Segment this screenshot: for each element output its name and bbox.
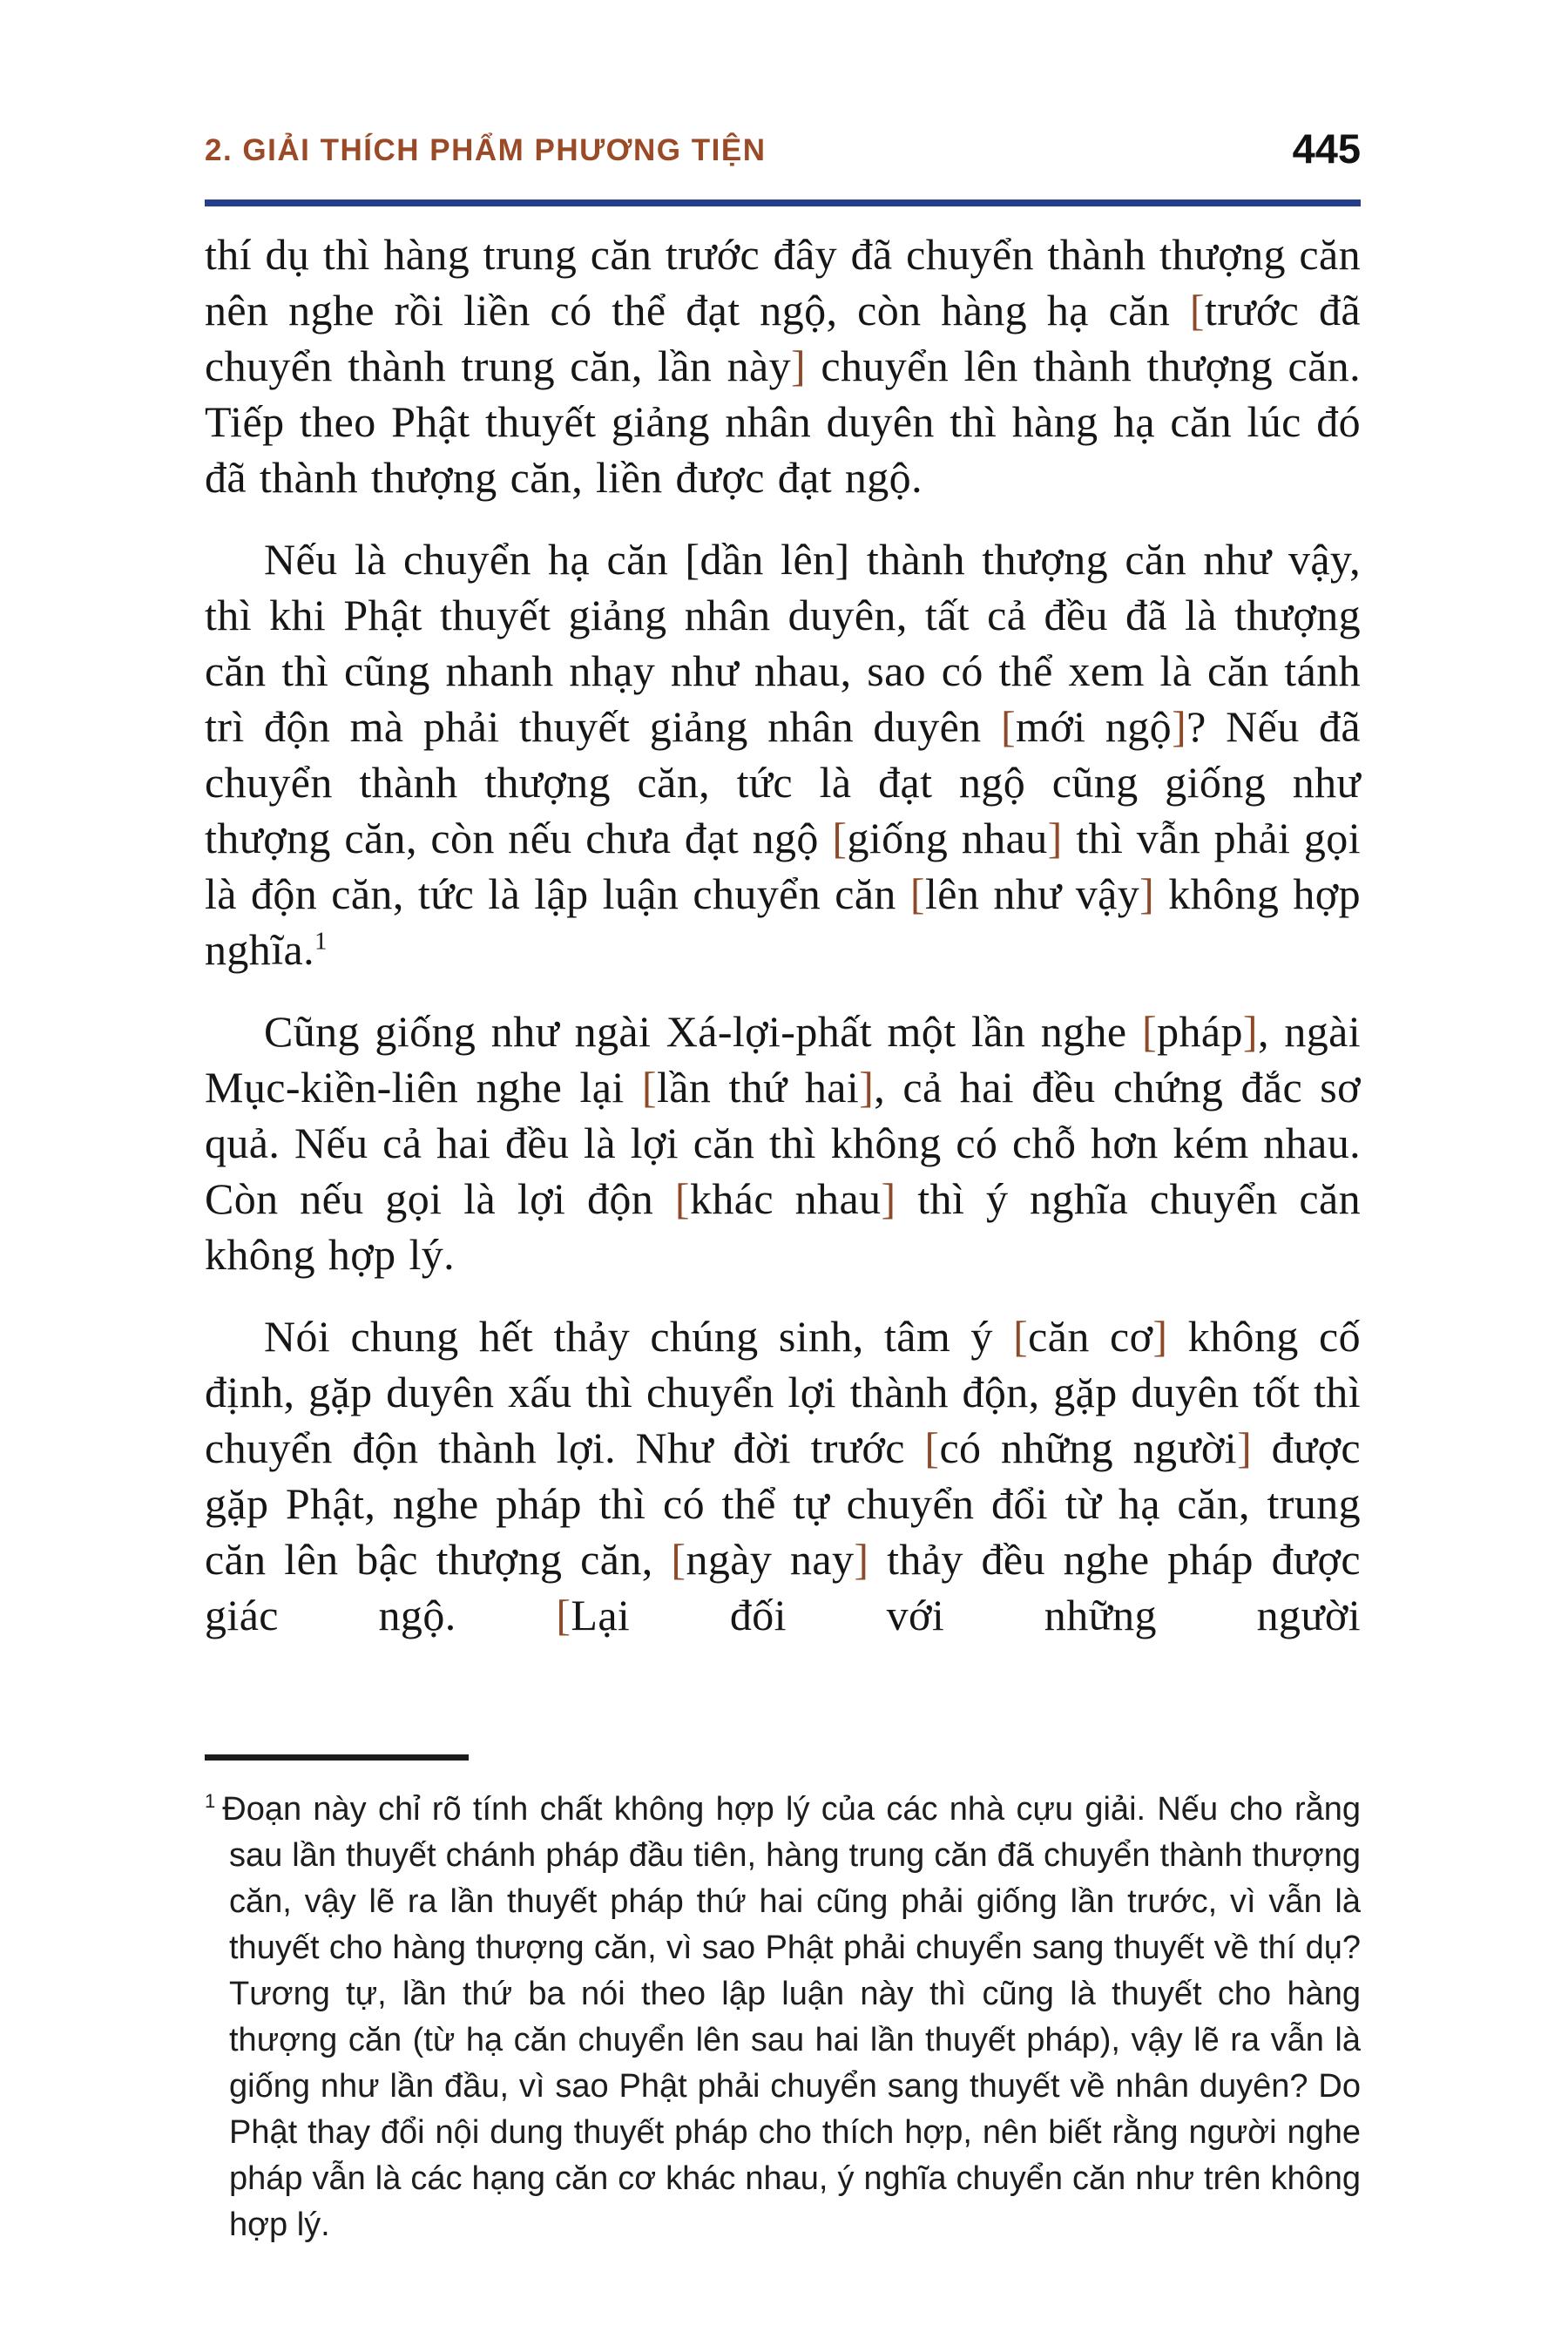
bracket-accent: ]: [1047, 814, 1063, 862]
footnote-body: Đoạn này chỉ rõ tính chất không hợp lý của các nhà cựu giải. Nếu cho rằng sau lần thuyết chánh pháp đầu tiên, hàng trung căn đã chuyển thành thượng căn, vậy lẽ ra lần thuyết pháp thứ hai cũng phải giống lần trước, vì vẫn là thuyết cho hàng thượng căn, vì sao Phật phải chuyển sang thuyết về thí dụ? Tương tự, lần thứ ba nói theo lập luận này thì cũng là thuyết cho hàng thượng căn (từ hạ căn chuyển lên sau hai lần thuyết pháp), vậy lẽ ra vẫn là giống như lần đầu, vì sao Phật phải chuyển sang thuyết về nhân duyên? Do Phật thay đổi nội dung thuyết pháp cho thích hợp, nên biết rằng người nghe pháp vẫn là các hạng căn cơ khác nhau, ý nghĩa chuyển căn như trên không hợp lý.: [222, 1791, 1361, 2243]
bracket-accent: ]: [791, 341, 807, 390]
bracket-accent: ]: [881, 1174, 896, 1223]
text-run: có những người: [939, 1423, 1238, 1472]
text-run: giống nhau: [847, 814, 1048, 862]
paragraph: [205, 1308, 1361, 1643]
paragraph: [205, 531, 1361, 977]
text-run: pháp: [1157, 1007, 1243, 1056]
text-run: Cũng giống như ngài Xá-lợi-phất một lần nghe: [264, 1007, 1143, 1056]
text-run: , cả hai đều chứng đắc sơ quả. Nếu cả hai đều là lợi căn thì không có chỗ hơn kém nhau. Còn nếu gọi là lợi độn: [205, 1063, 1361, 1223]
text-run: thì vẫn phải gọi là độn căn, tức là lập luận chuyển căn: [205, 814, 1361, 918]
bracket-accent: [: [832, 814, 848, 862]
text-run: mới ngộ: [1016, 702, 1173, 751]
bracket-accent: ]: [859, 1063, 875, 1112]
page-number: 445: [1292, 125, 1361, 172]
section-header-title: 2. GIẢI THÍCH PHẨM PHƯƠNG TIỆN: [205, 132, 767, 167]
running-head: [205, 125, 1361, 172]
text-run: ngày nay: [686, 1535, 855, 1584]
footnote-section: [205, 1754, 1361, 2248]
bracket-accent: ]: [1172, 702, 1187, 751]
bracket-accent: [: [1189, 286, 1205, 335]
bracket-accent: [: [1142, 1007, 1158, 1056]
text-run: Nói chung hết thảy chúng sinh, tâm ý: [264, 1312, 1014, 1361]
paragraph: [205, 226, 1361, 505]
bracket-accent: [: [1013, 1312, 1029, 1361]
bracket-accent: ]: [1242, 1007, 1258, 1056]
bracket-accent: ]: [1237, 1423, 1253, 1472]
text-run: không cố định, gặp duyên xấu thì chuyển lợi thành độn, gặp duyên tốt thì chuyển độn thành lợi. Như đời trước: [205, 1312, 1361, 1472]
bracket-accent: ]: [1152, 1312, 1168, 1361]
body-text: [205, 226, 1361, 1643]
footnote-rule: [205, 1754, 469, 1761]
text-run: trước đã chuyển thành trung căn, lần này: [205, 286, 1361, 390]
bracket-accent: [: [909, 869, 925, 918]
text-run: căn cơ: [1028, 1312, 1153, 1361]
text-run: Lại đối với những người: [571, 1591, 1361, 1639]
bracket-accent: [: [556, 1591, 571, 1639]
text-run: ? Nếu đã chuyển thành thượng căn, tức là đạt ngộ cũng giống như thượng căn, còn nếu chưa đạt ngộ: [205, 702, 1361, 862]
footnote-marker: 1: [205, 1790, 216, 1813]
bracket-accent: ]: [1139, 869, 1155, 918]
bracket-accent: ]: [854, 1535, 869, 1584]
paragraph: [205, 1004, 1361, 1282]
text-run: thí dụ thì hàng trung căn trước đây đã chuyển thành thượng căn nên nghe rồi liền có thể đạt ngộ, còn hàng hạ căn: [205, 230, 1361, 335]
text-run: Nếu là chuyển hạ căn [dần lên] thành thượng căn như vậy, thì khi Phật thuyết giảng nhân duyên, tất cả đều đã là thượng căn thì cũng nhanh nhạy như nhau, sao có thể xem là căn tánh trì độn mà phải thuyết giảng nhân duyên: [205, 535, 1361, 751]
bracket-accent: [: [674, 1174, 690, 1223]
text-run: thì ý nghĩa chuyển căn không hợp lý.: [205, 1174, 1361, 1279]
bracket-accent: [: [641, 1063, 657, 1112]
header-rule: [205, 199, 1361, 206]
footnote-reference: 1: [314, 927, 328, 956]
text-run: lên như vậy: [924, 869, 1140, 918]
text-run: được gặp Phật, nghe pháp thì có thể tự chuyển đổi từ hạ căn, trung căn lên bậc thượng căn,: [205, 1423, 1361, 1584]
text-run: lần thứ hai: [656, 1063, 860, 1112]
text-run: , ngài Mục-kiền-liên nghe lại: [205, 1007, 1361, 1112]
text-run: thảy đều nghe pháp được giác ngộ.: [205, 1535, 1361, 1639]
text-run: chuyển lên thành thượng căn. Tiếp theo Phật thuyết giảng nhân duyên thì hàng hạ căn lúc đó đã thành thượng căn, liền được đạt ngộ.: [205, 341, 1361, 502]
text-run: khác nhau: [689, 1174, 882, 1223]
text-run: không hợp nghĩa.: [205, 869, 1361, 974]
footnote: [205, 1787, 1361, 2248]
bracket-accent: [: [671, 1535, 686, 1584]
bracket-accent: [: [924, 1423, 940, 1472]
bracket-accent: [: [1000, 702, 1017, 751]
